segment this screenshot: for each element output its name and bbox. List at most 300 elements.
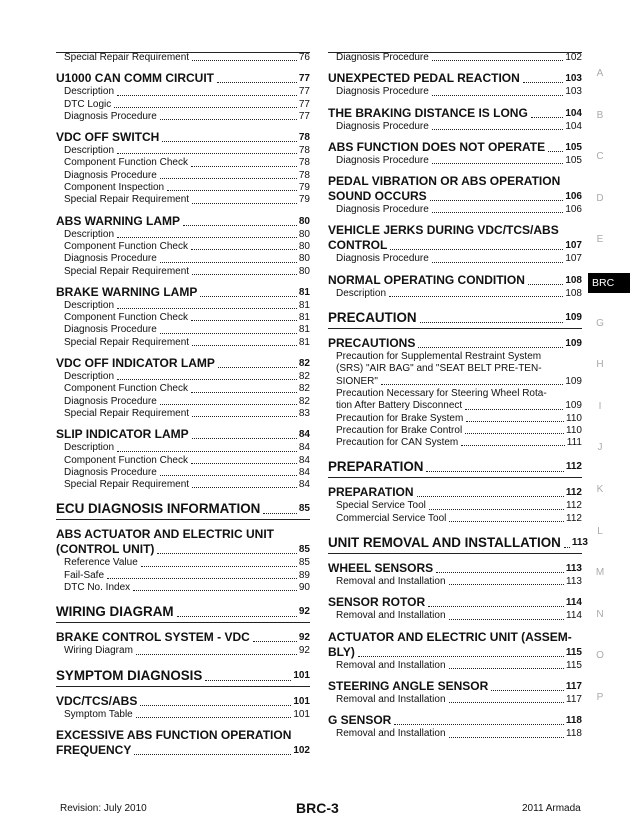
- dot-leader: [177, 616, 297, 617]
- toc-page-number: 104: [565, 107, 582, 119]
- toc-entry-title: DTC Logic: [64, 98, 112, 110]
- toc-entry[interactable]: [56, 99, 310, 111]
- toc-page-number: 109: [565, 338, 582, 350]
- toc-entry-title: CONTROL: [328, 238, 388, 253]
- toc-page-number: 102: [565, 52, 582, 63]
- toc-entry-title: G SENSOR: [328, 713, 392, 728]
- toc-page-number: 84: [298, 479, 310, 491]
- dot-leader: [192, 60, 297, 61]
- dot-leader: [436, 572, 564, 573]
- toc-entry-title: SOUND OCCURS: [328, 189, 427, 204]
- toc-entry-title: SYMPTOM DIAGNOSIS: [56, 667, 203, 683]
- dot-leader: [381, 384, 563, 385]
- toc-page-number: 82: [298, 395, 310, 407]
- toc-page-number: 77: [298, 110, 310, 122]
- toc-entry-title: Component Inspection: [64, 182, 165, 194]
- dot-leader: [141, 566, 297, 567]
- toc-entry[interactable]: [56, 324, 310, 336]
- dot-leader: [117, 308, 297, 309]
- dot-leader: [523, 82, 564, 83]
- toc-entry-title: Special Repair Requirement: [64, 194, 190, 206]
- toc-entry-title: NORMAL OPERATING CONDITION: [328, 272, 525, 287]
- toc-entry[interactable]: [56, 86, 310, 98]
- toc-entry-title: VDC OFF INDICATOR LAMP: [56, 356, 215, 371]
- toc-heading[interactable]: [328, 595, 582, 610]
- toc-entry[interactable]: [56, 170, 310, 182]
- toc-right-column: [328, 52, 588, 741]
- dot-leader: [428, 606, 564, 607]
- toc-page-number: 78: [298, 157, 310, 169]
- dot-leader: [133, 590, 297, 591]
- toc-entry-title: Description: [64, 299, 115, 311]
- toc-heading[interactable]: [56, 427, 310, 442]
- toc-page-number: 92: [298, 645, 310, 657]
- dot-leader: [449, 521, 564, 522]
- dot-leader: [465, 409, 563, 410]
- toc-entry[interactable]: [328, 253, 582, 265]
- toc-page-number: 77: [298, 73, 310, 85]
- toc-entry[interactable]: [56, 241, 310, 253]
- toc-entry-title: WIRING DIAGRAM: [56, 604, 174, 620]
- dot-leader: [191, 320, 297, 321]
- side-tab-letter[interactable]: O: [596, 650, 604, 662]
- toc-page-number: 92: [298, 606, 310, 618]
- toc-page-number: 114: [566, 610, 582, 622]
- dot-leader: [465, 433, 564, 434]
- toc-entry-title: DTC No. Index: [64, 582, 131, 594]
- section-rule: [328, 553, 582, 554]
- toc-entry-line: Precaution Necessary for Steering Wheel Rota-: [336, 387, 547, 399]
- toc-heading[interactable]: [328, 106, 582, 121]
- toc-entry-title: Special Service Tool: [336, 500, 426, 512]
- toc-entry-title: (CONTROL UNIT): [56, 542, 155, 557]
- toc-page-number: 84: [298, 466, 310, 478]
- toc-entry[interactable]: [328, 155, 582, 167]
- toc-entry[interactable]: [56, 442, 310, 454]
- toc-heading[interactable]: [328, 679, 582, 694]
- toc-page-number: 90: [298, 582, 310, 594]
- dot-leader: [417, 496, 564, 497]
- toc-heading[interactable]: [56, 71, 310, 86]
- toc-page-number: 81: [298, 336, 310, 348]
- toc-heading[interactable]: [328, 140, 582, 155]
- toc-page-number: 83: [298, 407, 310, 419]
- side-tab-letter[interactable]: N: [596, 608, 604, 620]
- toc-page-number: 80: [298, 253, 310, 265]
- dot-leader: [117, 237, 297, 238]
- toc-entry-title: BRAKE CONTROL SYSTEM - VDC: [56, 630, 250, 645]
- toc-section[interactable]: [56, 603, 310, 620]
- dot-leader: [157, 553, 296, 554]
- dot-leader: [461, 445, 565, 446]
- toc-entry-title: ABS WARNING LAMP: [56, 213, 180, 228]
- toc-page-number: 101: [293, 708, 310, 720]
- dot-leader: [531, 117, 564, 118]
- toc-entry-title: Special Repair Requirement: [64, 336, 190, 348]
- toc-entry[interactable]: [328, 288, 582, 300]
- dot-leader: [449, 737, 565, 738]
- toc-entry-title: Component Function Check: [64, 240, 188, 252]
- toc-entry[interactable]: [56, 467, 310, 479]
- toc-entry-title: Removal and Installation: [336, 576, 446, 588]
- toc-entry[interactable]: [56, 229, 310, 241]
- toc-page-number: 78: [298, 169, 310, 181]
- toc-entry[interactable]: [328, 376, 582, 388]
- toc-entry[interactable]: [56, 396, 310, 408]
- toc-entry[interactable]: [328, 204, 582, 216]
- toc-page-number: 84: [298, 429, 310, 441]
- dot-leader: [358, 656, 564, 657]
- toc-heading[interactable]: [328, 485, 582, 500]
- dot-leader: [429, 509, 564, 510]
- dot-leader: [449, 584, 565, 585]
- active-section-tab[interactable]: BRC: [588, 273, 630, 293]
- side-tab-letter[interactable]: I: [598, 400, 602, 412]
- toc-entry-title: STEERING ANGLE SENSOR: [328, 678, 489, 693]
- dot-leader: [394, 724, 564, 725]
- toc-page-number: 92: [298, 632, 310, 644]
- toc-page-number: 105: [565, 141, 582, 153]
- toc-page-number: 103: [565, 73, 582, 85]
- dot-leader: [160, 404, 297, 405]
- toc-entry-title: Description: [64, 371, 115, 383]
- toc-entry[interactable]: [56, 371, 310, 383]
- dot-leader: [205, 680, 291, 681]
- toc-heading[interactable]: [56, 214, 310, 229]
- side-tab-letter[interactable]: M: [595, 567, 605, 579]
- toc-entry-line: Precaution for Supplemental Restraint System: [336, 351, 542, 363]
- toc-entry[interactable]: [328, 437, 582, 449]
- dot-leader: [218, 367, 297, 368]
- toc-page-number: 79: [298, 182, 310, 194]
- toc-entry[interactable]: [56, 182, 310, 194]
- dot-leader: [117, 95, 297, 96]
- toc-entry[interactable]: [328, 86, 582, 98]
- toc-entry[interactable]: [328, 610, 582, 622]
- toc-entry-title: Diagnosis Procedure: [64, 324, 157, 336]
- dot-leader: [418, 347, 563, 348]
- toc-entry-title: Symptom Table: [64, 708, 133, 720]
- toc-heading-line: ABS ACTUATOR AND ELECTRIC UNIT: [56, 527, 274, 542]
- toc-entry-title: Precaution for Brake System: [336, 412, 464, 424]
- dot-leader: [192, 345, 297, 346]
- toc-entry[interactable]: [328, 413, 582, 425]
- dot-leader: [160, 119, 297, 120]
- toc-heading[interactable]: [56, 130, 310, 145]
- toc-entry-title: THE BRAKING DISTANCE IS LONG: [328, 105, 528, 120]
- toc-entry-title: Removal and Installation: [336, 693, 446, 705]
- dot-leader: [191, 392, 297, 393]
- toc-section[interactable]: [56, 500, 310, 517]
- toc-entry-title: WHEEL SENSORS: [328, 561, 434, 576]
- toc-page-number: 77: [298, 86, 310, 98]
- toc-page-number: 110: [566, 424, 582, 436]
- toc-heading[interactable]: [328, 238, 582, 253]
- toc-page-number: 80: [298, 240, 310, 252]
- section-rule: [328, 328, 582, 329]
- dot-leader: [162, 141, 297, 142]
- toc-entry-title: ABS FUNCTION DOES NOT OPERATE: [328, 139, 546, 154]
- toc-entry-title: VDC OFF SWITCH: [56, 130, 160, 145]
- dot-leader: [432, 262, 563, 263]
- dot-leader: [253, 641, 297, 642]
- side-tab-letter[interactable]: K: [596, 484, 604, 495]
- toc-page-number: 111: [566, 437, 582, 449]
- toc-entry-title: Precaution for CAN System: [336, 437, 459, 449]
- toc-entry[interactable]: [328, 576, 582, 588]
- toc-page-number: 109: [565, 375, 582, 387]
- dot-leader: [548, 151, 563, 152]
- toc-entry-title: Diagnosis Procedure: [336, 154, 429, 166]
- toc-page-number: 106: [565, 191, 582, 203]
- dot-leader: [200, 296, 297, 297]
- dot-leader: [114, 107, 297, 108]
- toc-page-number: 80: [298, 215, 310, 227]
- toc-page-number: 82: [298, 383, 310, 395]
- dot-leader: [117, 153, 297, 154]
- toc-heading[interactable]: [328, 71, 582, 86]
- toc-entry-title: tion After Battery Disconnect: [336, 400, 463, 412]
- toc-page-number: 103: [565, 86, 582, 98]
- toc-heading[interactable]: [56, 630, 310, 645]
- toc-heading-line: EXCESSIVE ABS FUNCTION OPERATION: [56, 727, 292, 742]
- toc-page-number: 113: [571, 537, 588, 549]
- side-tab-letter[interactable]: D: [596, 192, 604, 204]
- toc-entry[interactable]: [328, 660, 582, 672]
- section-rule: [56, 519, 310, 520]
- dot-leader: [449, 702, 565, 703]
- toc-entry[interactable]: [56, 111, 310, 123]
- toc-entry-title: SENSOR ROTOR: [328, 595, 426, 610]
- toc-entry[interactable]: [56, 157, 310, 169]
- toc-entry-title: Special Repair Requirement: [64, 479, 190, 491]
- side-tab-letter[interactable]: C: [596, 151, 604, 163]
- toc-page-number: 117: [566, 693, 582, 705]
- side-tab-letter[interactable]: E: [596, 234, 604, 246]
- toc-heading[interactable]: [328, 189, 582, 204]
- toc-page-number: 102: [293, 744, 310, 756]
- toc-page-number: 82: [298, 358, 310, 370]
- dot-leader: [432, 95, 563, 96]
- toc-page-number: 110: [566, 412, 582, 424]
- dot-leader: [192, 487, 297, 488]
- toc-entry[interactable]: [56, 582, 310, 594]
- toc-entry[interactable]: [56, 479, 310, 491]
- toc-heading[interactable]: [328, 645, 582, 660]
- toc-entry[interactable]: [56, 312, 310, 324]
- footer-model: 2011 Armada: [522, 803, 581, 814]
- toc-entry-title: Removal and Installation: [336, 659, 446, 671]
- toc-heading[interactable]: [328, 273, 582, 288]
- toc-entry-title: PREPARATION: [328, 459, 424, 475]
- toc-entry-title: UNIT REMOVAL AND INSTALLATION: [328, 535, 561, 551]
- toc-entry[interactable]: [328, 500, 582, 512]
- dot-leader: [390, 249, 563, 250]
- dot-leader: [191, 463, 297, 464]
- side-tab-letter[interactable]: A: [596, 68, 604, 79]
- toc-entry[interactable]: [56, 253, 310, 265]
- dot-leader: [192, 274, 297, 275]
- toc-entry-title: Diagnosis Procedure: [336, 120, 429, 132]
- toc-heading-line: PEDAL VIBRATION OR ABS OPERATION: [328, 174, 561, 189]
- toc-section[interactable]: [328, 309, 582, 326]
- toc-entry-title: PRECAUTION: [328, 310, 417, 326]
- side-tab-letter[interactable]: P: [596, 692, 604, 703]
- dot-leader: [430, 200, 564, 201]
- toc-entry-title: Reference Value: [64, 557, 138, 569]
- toc-page-number: 89: [298, 569, 310, 581]
- toc-page-number: 85: [298, 544, 310, 556]
- toc-heading[interactable]: [56, 694, 310, 709]
- toc-page-number: 112: [566, 512, 582, 524]
- toc-entry[interactable]: [56, 145, 310, 157]
- toc-page-number: 109: [565, 400, 582, 412]
- toc-entry[interactable]: [56, 52, 310, 64]
- toc-entry[interactable]: [56, 194, 310, 206]
- toc-entry[interactable]: [328, 400, 582, 412]
- toc-entry[interactable]: [56, 645, 310, 657]
- toc-entry-title: PREPARATION: [328, 485, 414, 500]
- side-tab-letter[interactable]: J: [597, 442, 603, 454]
- dot-leader: [449, 619, 565, 620]
- toc-page-number: 101: [293, 695, 310, 707]
- toc-page-number: 117: [565, 680, 582, 692]
- toc-page-number: 112: [565, 487, 582, 499]
- side-tab-letter[interactable]: B: [596, 109, 604, 121]
- toc-page-number: 77: [298, 98, 310, 110]
- toc-heading[interactable]: [56, 285, 310, 300]
- dot-leader: [263, 513, 297, 514]
- toc-page-number: 107: [565, 253, 582, 265]
- toc-entry[interactable]: [56, 266, 310, 278]
- toc-heading[interactable]: [56, 542, 310, 557]
- dot-leader: [107, 578, 297, 579]
- toc-page-number: 85: [298, 557, 310, 569]
- dot-leader: [426, 471, 563, 472]
- toc-heading-line: VEHICLE JERKS DURING VDC/TCS/ABS: [328, 223, 559, 238]
- toc-entry-title: Diagnosis Procedure: [336, 52, 429, 63]
- toc-entry-title: UNEXPECTED PEDAL REACTION: [328, 71, 520, 86]
- toc-entry[interactable]: [56, 709, 310, 721]
- toc-page-number: 79: [298, 194, 310, 206]
- toc-section[interactable]: [328, 534, 588, 551]
- toc-entry-title: Fail-Safe: [64, 569, 105, 581]
- toc-entry-title: Component Function Check: [64, 383, 188, 395]
- dot-leader: [420, 322, 564, 323]
- dot-leader: [192, 438, 297, 439]
- toc-entry-title: Special Repair Requirement: [64, 52, 190, 63]
- toc-entry-title: ECU DIAGNOSIS INFORMATION: [56, 501, 261, 517]
- toc-entry[interactable]: [56, 557, 310, 569]
- toc-heading[interactable]: [328, 713, 582, 728]
- toc-heading[interactable]: [56, 743, 310, 758]
- toc-page-number: 104: [565, 120, 582, 132]
- toc-left-column: [56, 52, 310, 758]
- toc-page-number: 118: [566, 728, 582, 740]
- toc-page-number: 84: [298, 442, 310, 454]
- toc-entry[interactable]: [328, 121, 582, 133]
- toc-entry-title: Description: [64, 442, 115, 454]
- dot-leader: [167, 190, 297, 191]
- dot-leader: [191, 249, 297, 250]
- toc-entry[interactable]: [56, 337, 310, 349]
- toc-entry-title: U1000 CAN COMM CIRCUIT: [56, 71, 215, 86]
- dot-leader: [160, 333, 297, 334]
- toc-entry-title: Component Function Check: [64, 312, 188, 324]
- dot-leader: [217, 82, 297, 83]
- toc-entry-title: SIONER": [336, 375, 378, 387]
- footer-page-label: BRC-3: [296, 800, 339, 816]
- toc-heading[interactable]: [56, 356, 310, 371]
- toc-entry[interactable]: [56, 408, 310, 420]
- toc-heading[interactable]: [328, 336, 582, 351]
- toc-entry[interactable]: [56, 300, 310, 312]
- toc-entry[interactable]: [328, 425, 582, 437]
- dot-leader: [117, 379, 297, 380]
- toc-entry[interactable]: [328, 513, 582, 525]
- toc-page-number: 81: [298, 299, 310, 311]
- toc-page-number: 112: [565, 461, 582, 473]
- dot-leader: [160, 178, 297, 179]
- toc-entry[interactable]: [56, 383, 310, 395]
- toc-page-number: 115: [566, 659, 582, 671]
- toc-page-number: 78: [298, 145, 310, 157]
- toc-entry-title: Special Repair Requirement: [64, 407, 190, 419]
- toc-section[interactable]: [328, 458, 582, 475]
- toc-entry-title: Description: [64, 86, 115, 98]
- toc-entry-title: Diagnosis Procedure: [336, 86, 429, 98]
- side-tab-letter[interactable]: H: [596, 359, 604, 371]
- toc-page-number: 114: [565, 597, 582, 609]
- toc-entry[interactable]: [56, 570, 310, 582]
- toc-entry-title: Component Function Check: [64, 454, 188, 466]
- toc-entry-title: PRECAUTIONS: [328, 336, 416, 351]
- toc-page-number: 81: [298, 312, 310, 324]
- toc-heading-line: ACTUATOR AND ELECTRIC UNIT (ASSEM-: [328, 629, 572, 644]
- toc-entry[interactable]: [328, 728, 582, 740]
- toc-page-number: 81: [298, 324, 310, 336]
- toc-page-number: 108: [565, 287, 582, 299]
- toc-page-number: 113: [565, 563, 582, 575]
- toc-entry-title: Commercial Service Tool: [336, 512, 447, 524]
- toc-entry[interactable]: [56, 455, 310, 467]
- toc-page-number: 80: [298, 228, 310, 240]
- side-tab-letter[interactable]: L: [597, 525, 603, 537]
- toc-section[interactable]: [56, 667, 310, 684]
- toc-page-number: 108: [565, 274, 582, 286]
- toc-entry[interactable]: [328, 52, 582, 64]
- toc-entry-title: BRAKE WARNING LAMP: [56, 284, 198, 299]
- toc-entry[interactable]: [328, 694, 582, 706]
- toc-entry-title: Component Function Check: [64, 157, 188, 169]
- toc-heading[interactable]: [328, 561, 582, 576]
- toc-entry-title: Description: [336, 287, 387, 299]
- dot-leader: [136, 717, 292, 718]
- toc-entry-title: FREQUENCY: [56, 742, 132, 757]
- toc-entry-title: Diagnosis Procedure: [336, 204, 429, 216]
- dot-leader: [432, 212, 563, 213]
- toc-page-number: 81: [298, 286, 310, 298]
- side-tab-letter[interactable]: G: [596, 317, 604, 329]
- toc-entry-title: Wiring Diagram: [64, 645, 133, 657]
- toc-entry-title: SLIP INDICATOR LAMP: [56, 427, 189, 442]
- toc-entry-title: Diagnosis Procedure: [64, 253, 157, 265]
- dot-leader: [389, 296, 563, 297]
- toc-page-number: 113: [566, 576, 582, 588]
- dot-leader: [134, 754, 291, 755]
- toc-page-number: 118: [565, 715, 582, 727]
- dot-leader: [466, 421, 564, 422]
